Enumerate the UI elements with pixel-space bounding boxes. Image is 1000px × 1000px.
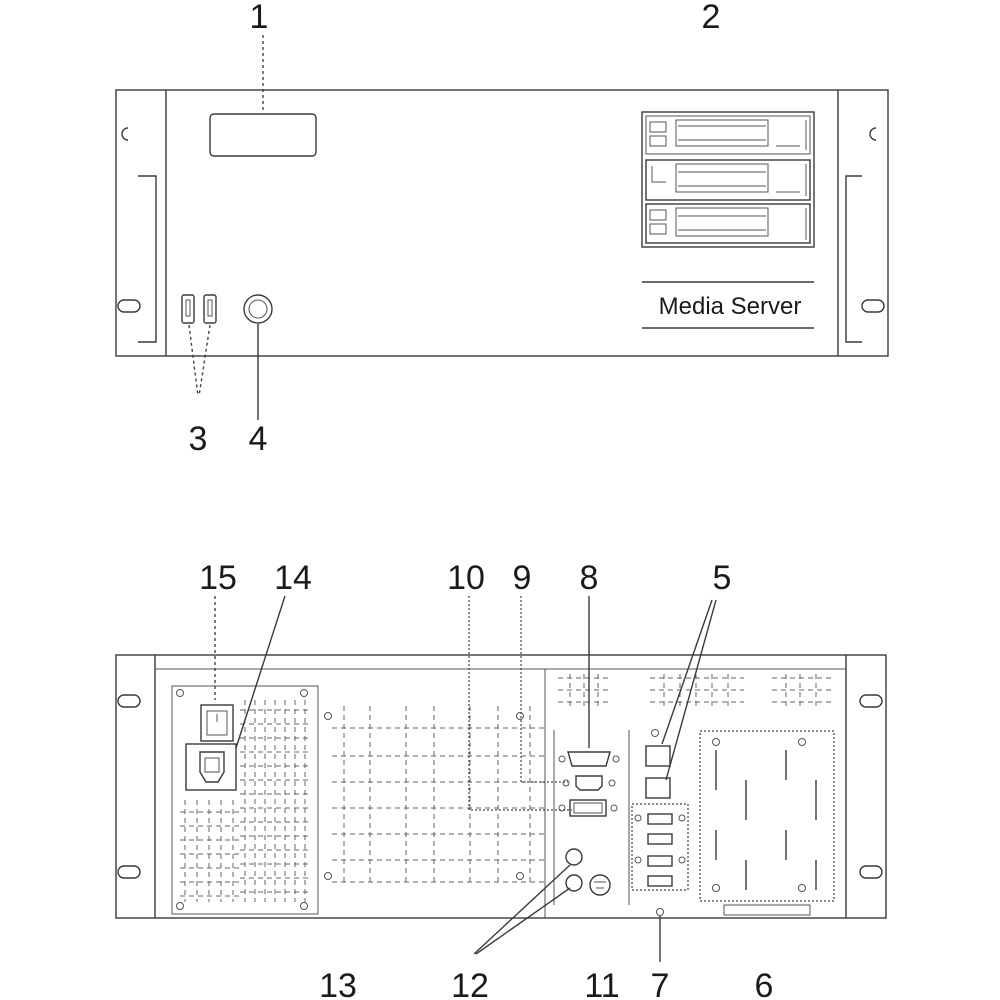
drive-bay-cage xyxy=(642,112,814,247)
callout-11: 11 xyxy=(584,967,620,1000)
drive-bay-2 xyxy=(646,160,810,200)
ethernet-port-1[interactable] xyxy=(646,746,670,766)
callout-1: 1 xyxy=(249,0,269,36)
leader-5a xyxy=(662,600,712,744)
dvi-port[interactable] xyxy=(559,800,617,816)
leader-14 xyxy=(236,596,285,748)
callout-14: 14 xyxy=(274,559,312,597)
serial-port[interactable] xyxy=(559,752,619,766)
front-display-window xyxy=(210,114,316,156)
callout-2: 2 xyxy=(701,0,721,36)
front-left-rack-ear xyxy=(118,128,156,342)
rear-vent-grid xyxy=(325,706,545,884)
front-right-rack-ear xyxy=(846,128,884,342)
label-plate-text: Media Server xyxy=(658,293,802,320)
psu-vent-grille xyxy=(180,700,312,902)
usb-ports-front[interactable] xyxy=(182,295,216,323)
usb-port-2[interactable] xyxy=(204,295,216,323)
usb-port-1[interactable] xyxy=(182,295,194,323)
callout-4: 4 xyxy=(248,420,268,458)
drive-bay-3 xyxy=(646,204,810,243)
leader-3b xyxy=(199,325,210,396)
usb-ports-rear[interactable] xyxy=(632,804,688,916)
power-switch[interactable] xyxy=(201,705,233,741)
ac-power-inlet[interactable] xyxy=(186,744,236,790)
callout-6: 6 xyxy=(754,967,774,1000)
leader-3a xyxy=(189,325,198,396)
rear-chassis xyxy=(116,655,886,918)
callout-3: 3 xyxy=(188,420,208,458)
callout-10: 10 xyxy=(447,559,485,597)
callout-7: 7 xyxy=(650,967,670,1000)
expansion-card-slots xyxy=(700,731,834,915)
label-plate xyxy=(642,282,814,328)
ethernet-port-2[interactable] xyxy=(646,778,670,798)
audio-jack-1[interactable] xyxy=(566,849,582,865)
callout-15: 15 xyxy=(199,559,237,597)
callout-12: 12 xyxy=(451,967,489,1000)
hdmi-port[interactable] xyxy=(563,776,615,790)
callout-13: 13 xyxy=(319,967,357,1000)
callout-5: 5 xyxy=(712,559,732,597)
drive-bay-1 xyxy=(646,116,810,154)
ethernet-ports[interactable] xyxy=(646,730,670,799)
callout-8: 8 xyxy=(579,559,599,597)
audio-jacks[interactable] xyxy=(566,849,582,891)
callout-9: 9 xyxy=(512,559,532,597)
leader-12b xyxy=(476,888,570,954)
ps2-port[interactable] xyxy=(590,875,610,895)
power-button[interactable] xyxy=(244,295,272,323)
